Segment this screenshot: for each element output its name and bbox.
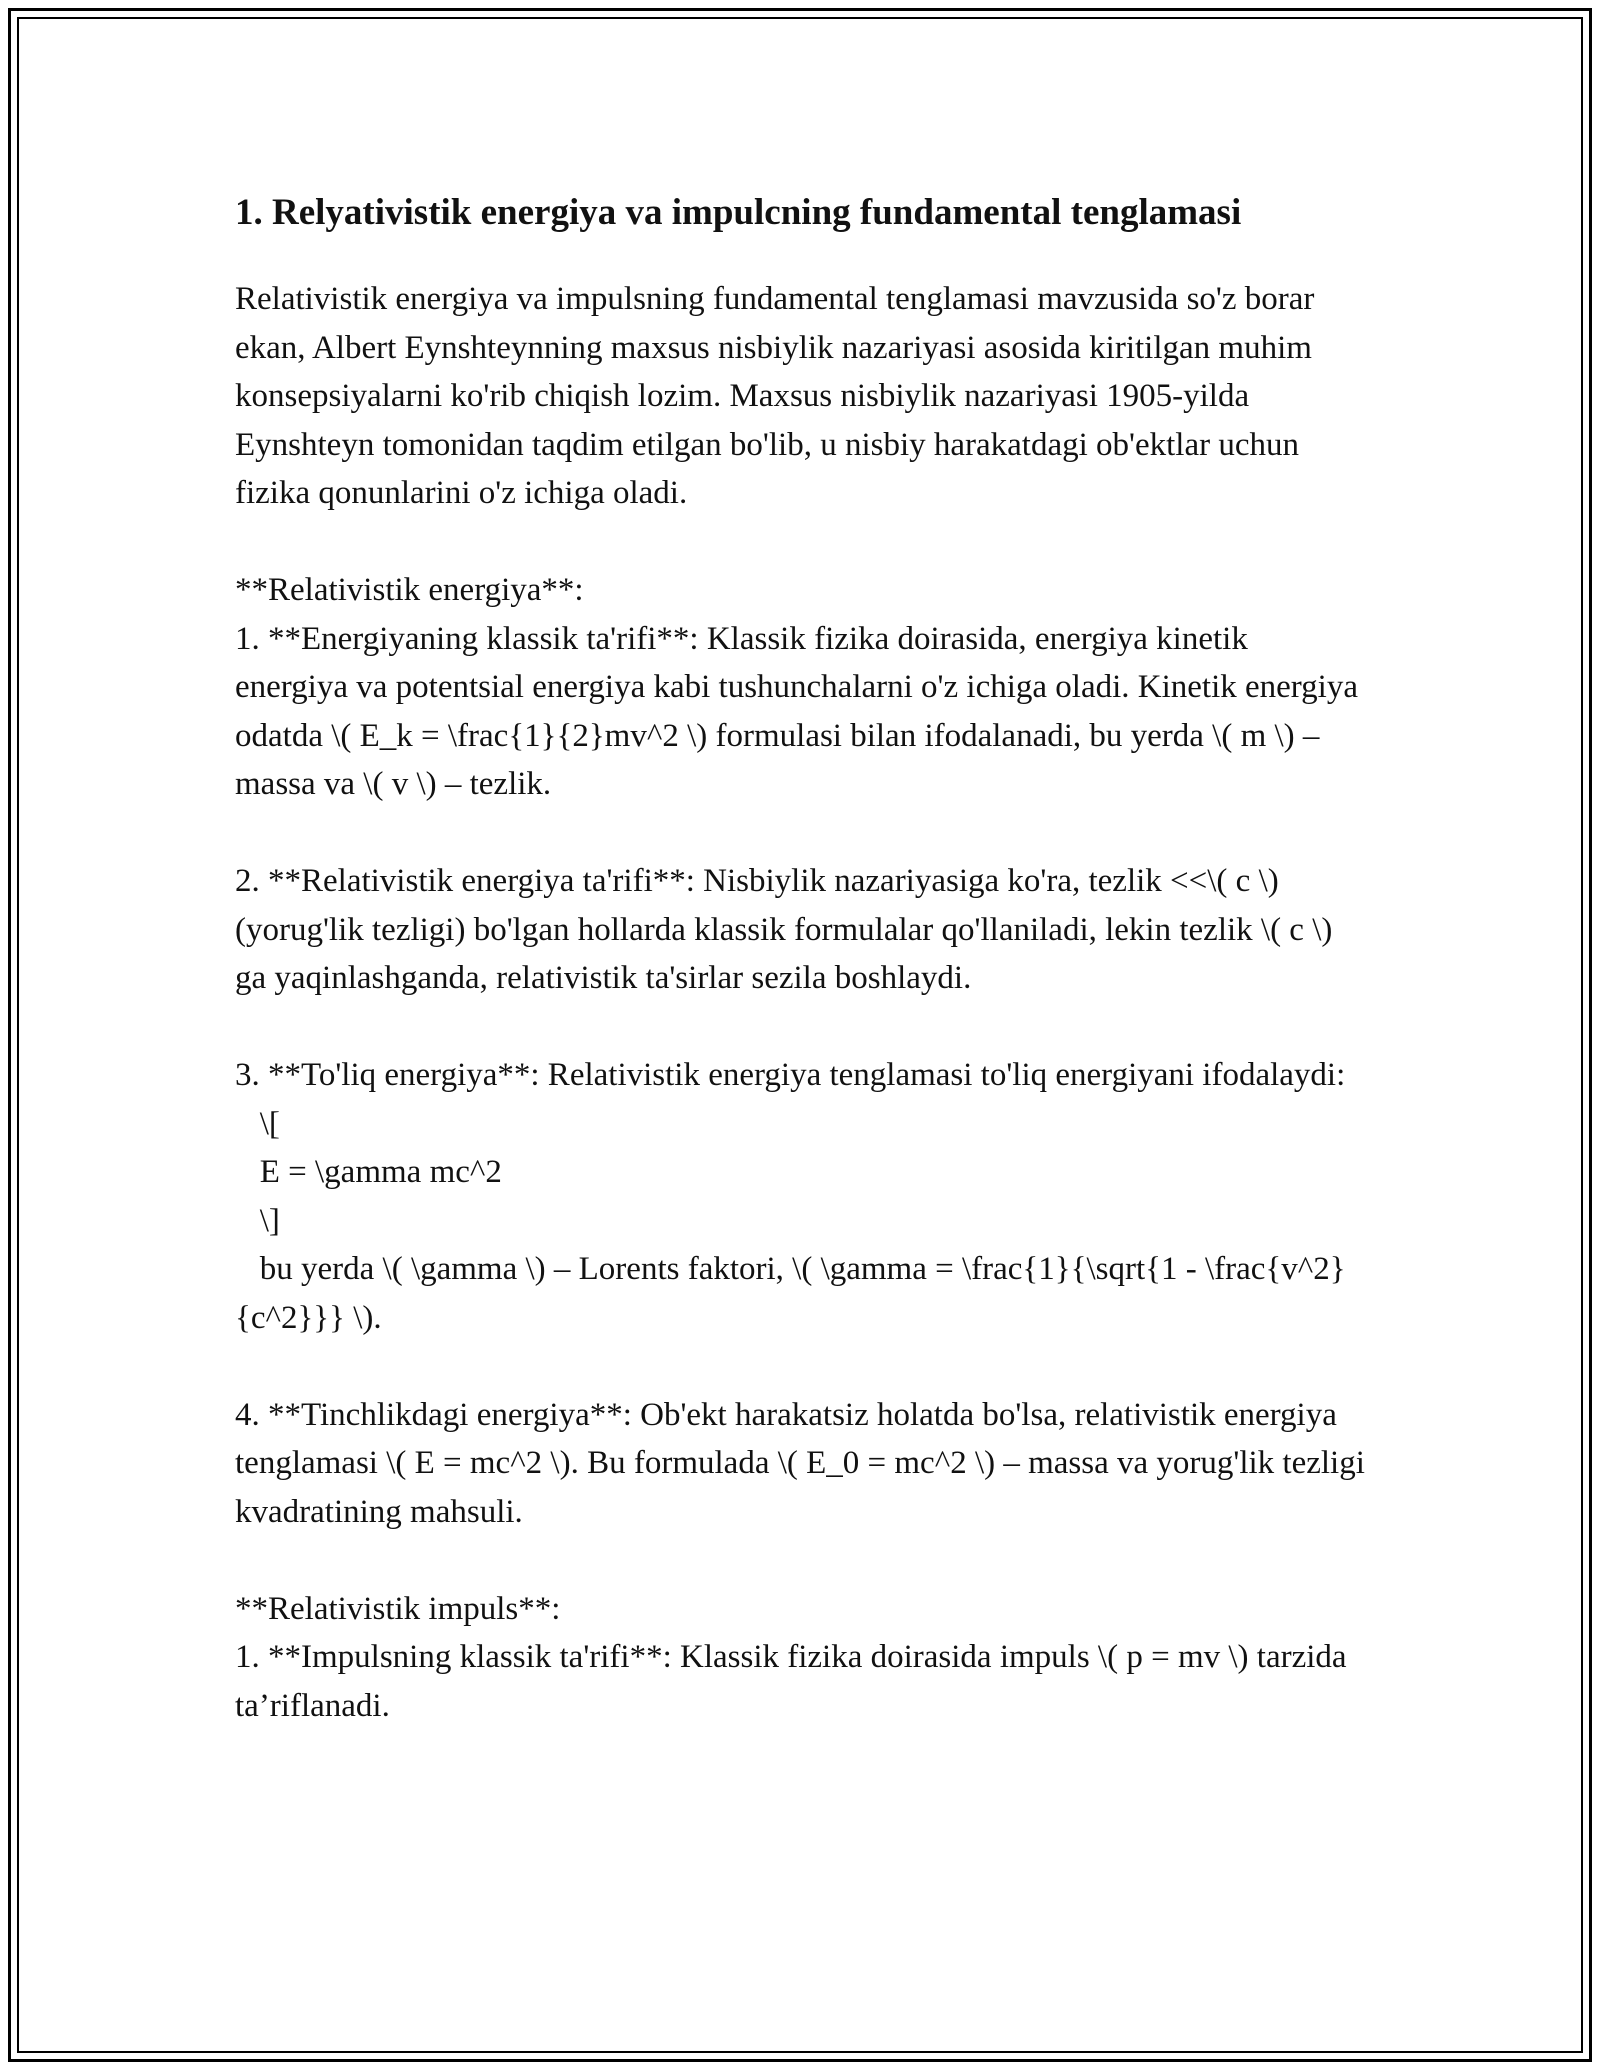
document-content <box>235 185 1365 1730</box>
section-heading: 1. Relyativistik energiya va impulcning fundamental tenglamasi <box>235 192 1242 233</box>
section-body-text: Relativistik energiya va impulsning fundamental tenglamasi mavzusida so'z borar ekan, Albert Eynshteynning maxsus nisbiylik nazariyasi asosida kiritilgan muhim konsepsiyalarni ko'rib chiqish lozim. Maxsus nisbiylik nazariyasi 1905-yilda Eynshteyn tomonidan taqdim etilgan bo'lib, u nisbiy harakatdagi ob'ektlar uchun fizika qonunlarini o'z ichiga oladi. **Relativistik energiya**: 1. **Energiyaning klassik ta'rifi**: Klassik fizika doirasida, energiya kinetik energiya va potentsial energiya kabi tushunchalarni o'z ichiga oladi. Kinetik energiya odatda \( E_k = \frac{1}{2}mv^2 \) formulasi bilan ifodalanadi, bu yerda \( m \) – massa va \( v \) – tezlik. 2. **Relativistik energiya ta'rifi**: Nisbiylik nazariyasiga ko'ra, tezlik <<\( c \) (yorug'lik tezligi) bo'lgan hollarda klassik formulalar qo'llaniladi, lekin tezlik \( c \) ga yaqinlashganda, relativistik ta'sirlar sezila boshlaydi. 3. **To'liq energiya**: Relativistik energiya tenglamasi to'liq energiyani ifodalaydi: \[ E = \gamma mc^2 \] bu yerda \( \gamma \) – Lorents faktori, \( \gamma = \frac{1}{\sqrt{1 - \frac{v^2}{c^2}}} \). 4. **Tinchlikdagi energiya**: Ob'ekt harakatsiz holatda bo'lsa, relativistik energiya tenglamasi \( E = mc^2 \). Bu formulada \( E_0 = mc^2 \) – massa va yorug'lik tezligi kvadratining mahsuli. **Relativistik impuls**: 1. **Impulsning klassik ta'rifi**: Klassik fizika doirasida impuls \( p = mv \) tarzida ta’riflanadi. <box>235 281 1365 1724</box>
